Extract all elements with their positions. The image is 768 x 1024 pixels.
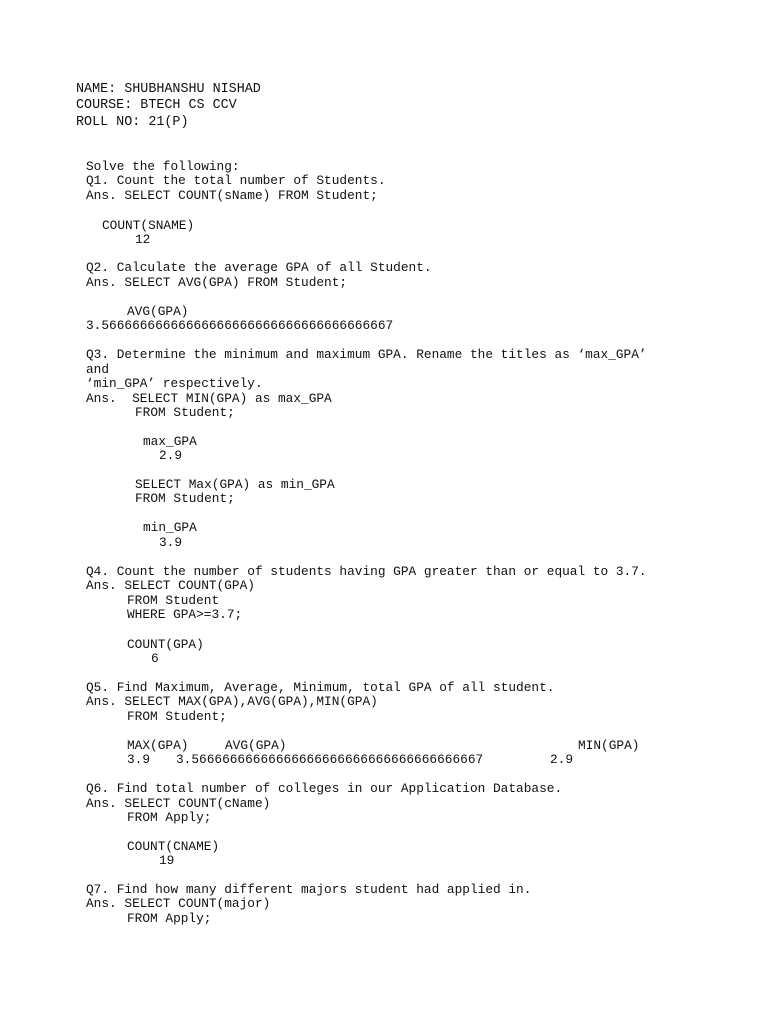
q6-answer-line2: FROM Apply; <box>127 810 212 825</box>
course-line: COURSE: BTECH CS CCV <box>76 98 237 113</box>
q3-question-line1: Q3. Determine the minimum and maximum GPA. Rename the titles as ‘max_GPA’ <box>86 347 647 362</box>
q2-result-value: 3.56666666666666666666666666666666666667 <box>86 318 394 333</box>
q4-answer-line1: Ans. SELECT COUNT(GPA) <box>86 578 255 593</box>
q1-result-value: 12 <box>135 232 151 247</box>
q6-answer-line1: Ans. SELECT COUNT(cName) <box>86 796 271 811</box>
q5-answer-line1: Ans. SELECT MAX(GPA),AVG(GPA),MIN(GPA) <box>86 694 378 709</box>
q3-result1-header: max_GPA <box>143 434 197 449</box>
q5-question: Q5. Find Maximum, Average, Minimum, total GPA of all student. <box>86 680 555 695</box>
q2-answer: Ans. SELECT AVG(GPA) FROM Student; <box>86 275 348 290</box>
q5-avg-header: AVG(GPA) <box>225 738 287 753</box>
q4-result-header: COUNT(GPA) <box>127 637 204 652</box>
q3-answer2-line1: SELECT Max(GPA) as min_GPA <box>135 477 335 492</box>
q1-answer: Ans. SELECT COUNT(sName) FROM Student; <box>86 188 378 203</box>
q2-result-header: AVG(GPA) <box>127 304 189 319</box>
q4-question: Q4. Count the number of students having GPA greater than or equal to 3.7. <box>86 564 647 579</box>
q7-answer-line2: FROM Apply; <box>127 911 212 926</box>
q7-question: Q7. Find how many different majors student had applied in. <box>86 882 532 897</box>
q3-question-line3: ‘min_GPA’ respectively. <box>86 376 263 391</box>
q6-result-value: 19 <box>159 853 175 868</box>
q3-answer1-line1: Ans. SELECT MIN(GPA) as max_GPA <box>86 391 332 406</box>
q5-min-header: MIN(GPA) <box>578 738 640 753</box>
q3-result2-header: min_GPA <box>143 520 197 535</box>
intro-text: Solve the following: <box>86 159 240 174</box>
q3-answer1-line2: FROM Student; <box>135 405 235 420</box>
q5-avg-value: 3.56666666666666666666666666666666666667 <box>176 752 484 767</box>
q3-question-line2: and <box>86 362 110 377</box>
student-name: NAME: SHUBHANSHU NISHAD <box>76 82 261 97</box>
q1-question: Q1. Count the total number of Students. <box>86 173 386 188</box>
q7-answer-line1: Ans. SELECT COUNT(major) <box>86 896 271 911</box>
q5-min-value: 2.9 <box>550 752 574 767</box>
q6-question: Q6. Find total number of colleges in our Application Database. <box>86 781 563 796</box>
q5-answer-line2: FROM Student; <box>127 709 227 724</box>
q4-answer-line2: FROM Student <box>127 593 220 608</box>
q6-result-header: COUNT(CNAME) <box>127 839 220 854</box>
q1-result-header: COUNT(SNAME) <box>102 218 195 233</box>
q4-result-value: 6 <box>151 651 159 666</box>
q5-max-header: MAX(GPA) <box>127 738 189 753</box>
q4-answer-line3: WHERE GPA>=3.7; <box>127 607 243 622</box>
roll-number: ROLL NO: 21(P) <box>76 115 189 130</box>
q2-question: Q2. Calculate the average GPA of all Student. <box>86 260 432 275</box>
q3-result1-value: 2.9 <box>159 448 183 463</box>
q3-answer2-line2: FROM Student; <box>135 491 235 506</box>
q3-result2-value: 3.9 <box>159 535 183 550</box>
q5-max-value: 3.9 <box>127 752 151 767</box>
